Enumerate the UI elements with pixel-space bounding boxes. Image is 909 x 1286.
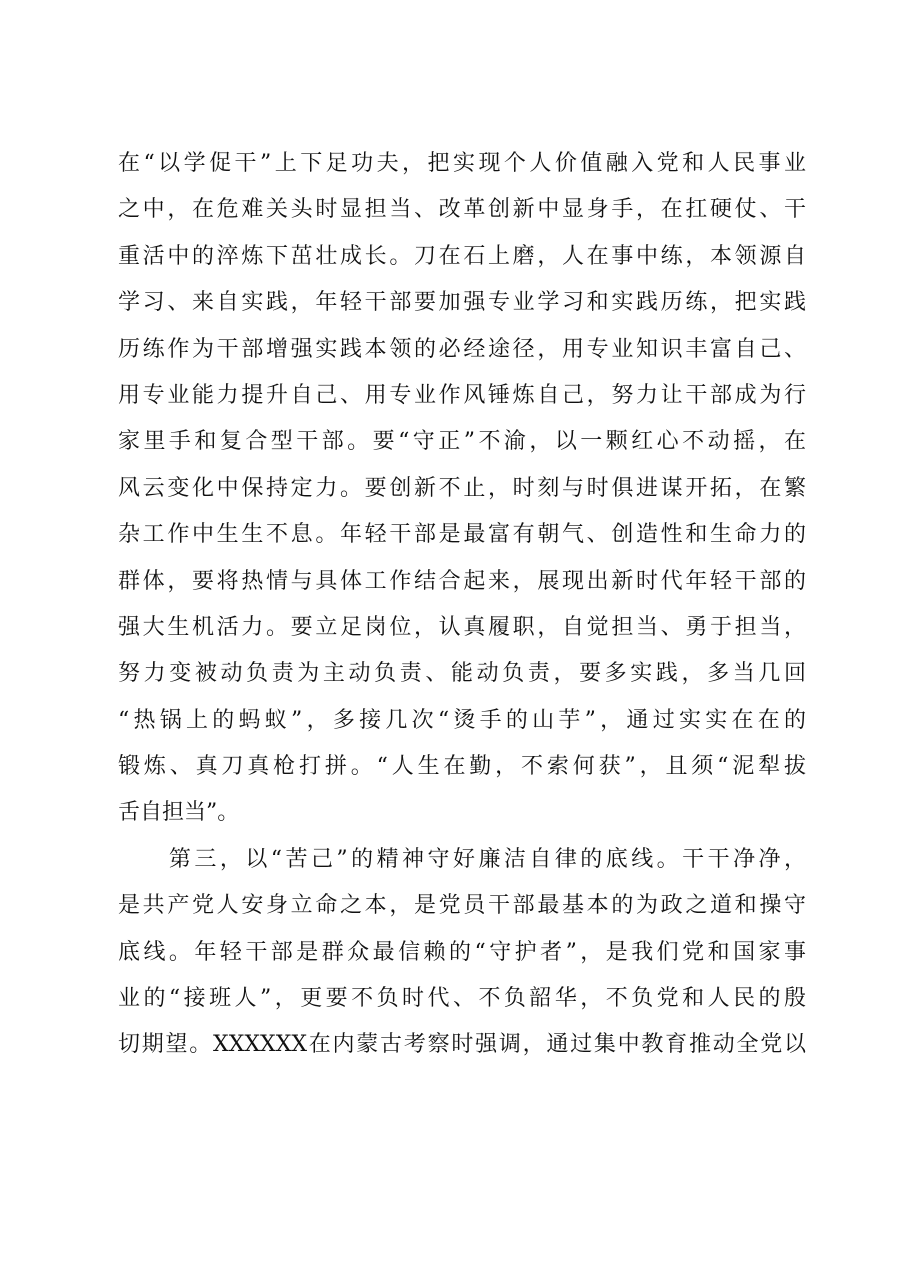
text-line: 风云变化中保持定力。要创新不止，时刻与时俱进谋开拓，在繁 [118, 475, 806, 501]
text-line: 家里手和复合型干部。要“守正”不渝，以一颗红心不动摇，在 [118, 429, 806, 455]
text-line: 第三，以“苦己”的精神守好廉洁自律的底线。干干净净， [118, 846, 806, 872]
text-line: 用专业能力提升自己、用专业作风锤炼自己，努力让干部成为行 [118, 382, 806, 408]
text-line: 业的“接班人”，更要不负时代、不负韶华，不负党和人民的殷 [118, 986, 806, 1012]
text-line: 学习、来自实践，年轻干部要加强专业学习和实践历练，把实践 [118, 290, 806, 316]
text-line: 强大生机活力。要立足岗位，认真履职，自觉担当、勇于担当， [118, 614, 806, 640]
text-line: 之中，在危难关头时显担当、改革创新中显身手，在扛硬仗、干 [118, 197, 806, 223]
text-line: 是共产党人安身立命之本，是党员干部最基本的为政之道和操守 [118, 893, 806, 919]
text-line: “热锅上的蚂蚁”，多接几次“烫手的山芋”，通过实实在在的 [118, 707, 806, 733]
text-line: 锻炼、真刀真枪打拼。“人生在勤，不索何获”，且须“泥犁拔 [118, 754, 806, 780]
text-line: 努力变被动负责为主动负责、能动负责，要多实践，多当几回 [118, 661, 806, 687]
text-line: 重活中的淬炼下茁壮成长。刀在石上磨，人在事中练，本领源自 [118, 243, 806, 269]
text-line: 切期望。XXXXXX在内蒙古考察时强调，通过集中教育推动全党以 [118, 1032, 806, 1058]
text-line: 群体，要将热情与具体工作结合起来，展现出新时代年轻干部的 [118, 568, 806, 594]
text-line: 在“以学促干”上下足功夫，把实现个人价值融入党和人民事业 [118, 151, 806, 176]
text-line: 杂工作中生生不息。年轻干部是最富有朝气、创造性和生命力的 [118, 522, 806, 548]
text-line: 舌自担当”。 [118, 800, 240, 826]
body-text [118, 141, 818, 1069]
text-line: 历练作为干部增强实践本领的必经途径，用专业知识丰富自己、 [118, 336, 806, 362]
text-line: 底线。年轻干部是群众最信赖的“守护者”，是我们党和国家事 [118, 939, 806, 965]
